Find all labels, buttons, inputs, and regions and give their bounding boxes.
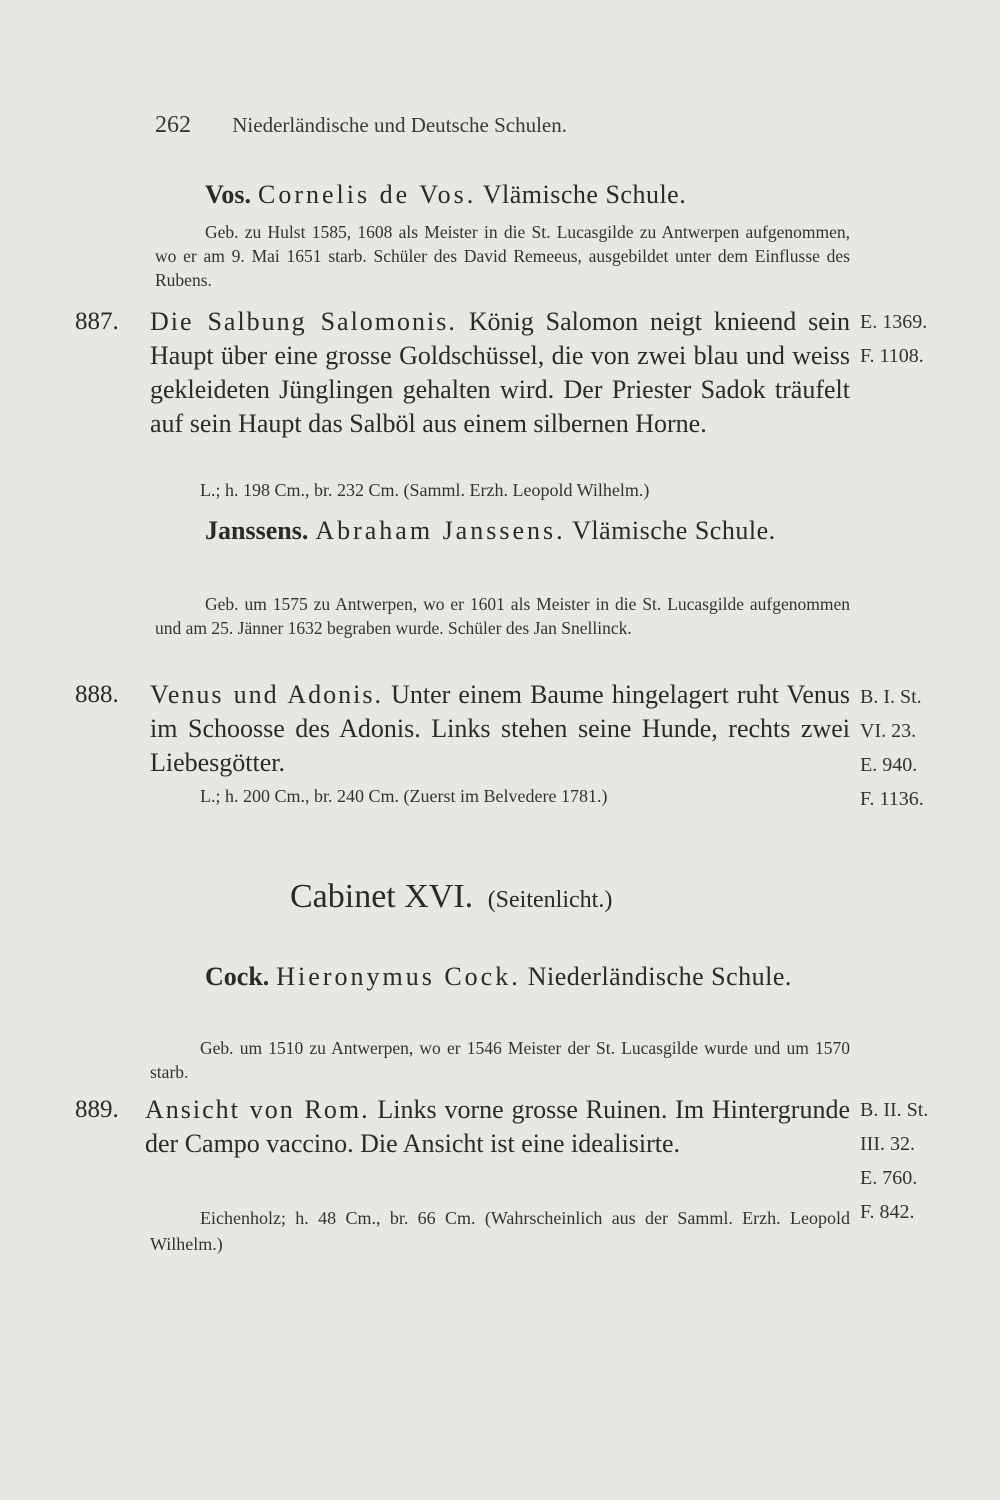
artist-bio-janssens: Geb. um 1575 zu Antwerpen, wo er 1601 als Meister in die St. Lucasgilde aufgenommen und am 25. Jänner 1632 begraben wurde. Schüler des Jan Snellinck. xyxy=(155,594,850,638)
artist-school: Niederländische Schule. xyxy=(527,962,792,991)
cabinet-title: Cabinet XVI. xyxy=(290,878,474,915)
entry-number: 889. xyxy=(75,1096,119,1123)
artist-school: Vlämische Schule. xyxy=(482,180,687,209)
entry-title: Venus und Adonis. xyxy=(150,680,383,709)
entry-number: 887. xyxy=(75,308,119,335)
artist-short-name: Janssens. xyxy=(205,516,309,545)
entry-meta: L.; h. 200 Cm., br. 240 Cm. (Zuerst im Belvedere 1781.) xyxy=(200,786,608,806)
artist-full-name: Abraham Janssens. xyxy=(315,516,566,545)
entry-title: Die Salbung Salomonis. xyxy=(150,307,457,336)
entry-889 xyxy=(145,1093,850,1161)
artist-full-name: Cornelis de Vos. xyxy=(258,180,477,209)
entry-description: Links vorne grosse Ruinen. Im Hintergrunde der Campo vaccino. Die Ansicht ist eine idealisirte. xyxy=(145,1095,851,1158)
entry-number: 888. xyxy=(75,681,119,708)
section-heading xyxy=(290,878,790,916)
artist-school: Vlämische Schule. xyxy=(572,516,776,545)
page-number: 262 xyxy=(155,112,191,138)
artist-heading-janssens xyxy=(150,514,850,548)
entry-title: Ansicht von Rom. xyxy=(145,1095,370,1124)
entry-description: Unter einem Baume hingelagert ruht Venus im Schoosse des Adonis. Links stehen seine Hunde, rechts zwei Liebesgötter. xyxy=(150,680,850,777)
entry-887 xyxy=(150,305,850,441)
catalog-refs-888: B. I. St. VI. 23. E. 940. F. 1136. xyxy=(860,686,924,810)
catalog-refs-889: B. II. St. III. 32. E. 760. F. 842. xyxy=(860,1099,929,1223)
entry-meta: L.; h. 198 Cm., br. 232 Cm. (Samml. Erzh. Leopold Wilhelm.) xyxy=(200,480,650,500)
running-title: Niederländische und Deutsche Schulen. xyxy=(232,113,567,137)
artist-bio-vos: Geb. zu Hulst 1585, 1608 als Meister in die St. Lucasgilde zu Antwerpen aufgenommen, wo er am 9. Mai 1651 starb. Schüler des David Remeeus, ausgebildet unter dem Einflusse des Rubens. xyxy=(155,222,850,290)
entry-meta: Eichenholz; h. 48 Cm., br. 66 Cm. (Wahrscheinlich aus der Samml. Erzh. Leopold Wilhelm.) xyxy=(150,1208,850,1254)
artist-short-name: Vos. xyxy=(205,180,252,209)
catalog-refs-887: E. 1369. F. 1108. xyxy=(860,311,928,367)
artist-heading-cock xyxy=(150,960,850,994)
running-header xyxy=(155,112,855,139)
artist-full-name: Hieronymus Cock. xyxy=(276,962,521,991)
entry-description: König Salomon neigt knieend sein Haupt über eine grosse Goldschüssel, die von zwei blau und weiss gekleideten Jünglingen gehalten wird. Der Priester Sadok träufelt auf sein Haupt das Salböl aus einem silbernen Horne. xyxy=(150,307,850,438)
cabinet-note: (Seitenlicht.) xyxy=(487,887,613,913)
artist-short-name: Cock. xyxy=(205,962,270,991)
artist-bio-cock: Geb. um 1510 zu Antwerpen, wo er 1546 Meister der St. Lucasgilde wurde und um 1570 starb. xyxy=(150,1038,850,1082)
artist-heading-vos xyxy=(205,178,850,212)
entry-888 xyxy=(150,678,850,780)
